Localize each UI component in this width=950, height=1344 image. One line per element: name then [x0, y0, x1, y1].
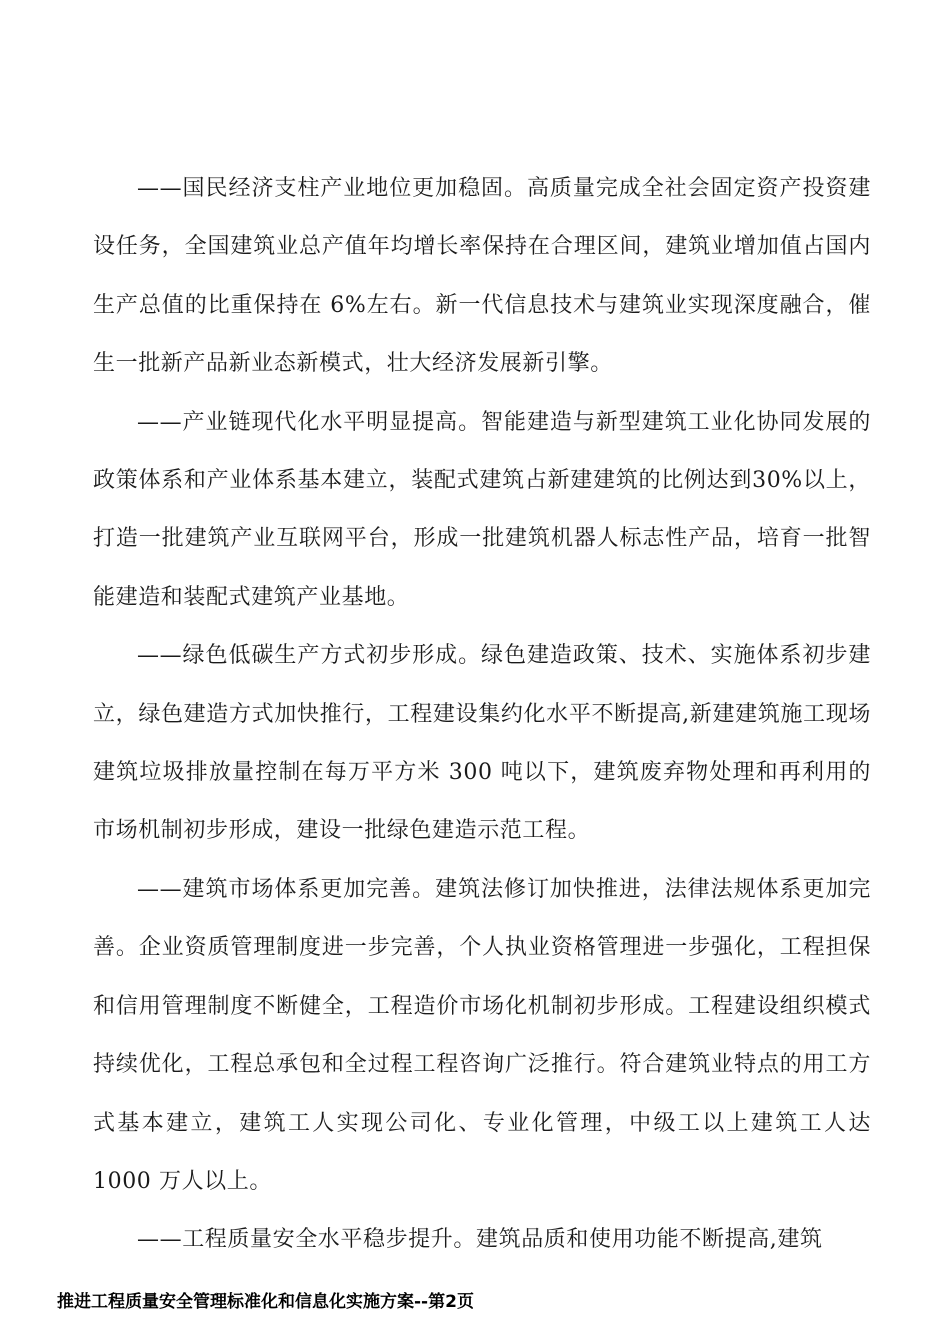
paragraph-green-low-carbon: ——绿色低碳生产方式初步形成。绿色建造政策、技术、实施体系初步建立，绿色建造方式加快推行，工程建设集约化水平不断提高,新建建筑施工现场建筑垃圾排放量控制在每万平方米 300 吨以下，建筑废弃物处理和再利用的市场机制初步形成，建设一批绿色建造示范工程。 — [93, 643, 871, 844]
paragraph-industry-chain: ——产业链现代化水平明显提高。智能建造与新型建筑工业化协同发展的政策体系和产业体系基本建立，装配式建筑占新建建筑的比例达到30%以上，打造一批建筑产业互联网平台，形成一批建筑机器人标志性产品，培育一批智能建造和装配式建筑产业基地。 — [93, 409, 871, 610]
page-footer: 推进工程质量安全管理标准化和信息化实施方案--第2页 — [57, 1292, 474, 1312]
document-body — [93, 160, 871, 1270]
paragraph-economy-pillar: ——国民经济支柱产业地位更加稳固。高质量完成全社会固定资产投资建设任务，全国建筑业总产值年均增长率保持在合理区间，建筑业增加值占国内生产总值的比重保持在 6%左右。新一代信息技术与建筑业实现深度融合，催生一批新产品新业态新模式，壮大经济发展新引擎。 — [93, 176, 871, 377]
paragraph-market-system: ——建筑市场体系更加完善。建筑法修订加快推进，法律法规体系更加完善。企业资质管理制度进一步完善，个人执业资格管理进一步强化，工程担保和信用管理制度不断健全，工程造价市场化机制初步形成。工程建设组织模式持续优化，工程总承包和全过程工程咨询广泛推行。符合建筑业特点的用工方式基本建立，建筑工人实现公司化、专业化管理，中级工以上建筑工人达 1000 万人以上。 — [93, 876, 871, 1194]
paragraph-quality-safety: ——工程质量安全水平稳步提升。建筑品质和使用功能不断提高,建筑 — [137, 1227, 823, 1253]
